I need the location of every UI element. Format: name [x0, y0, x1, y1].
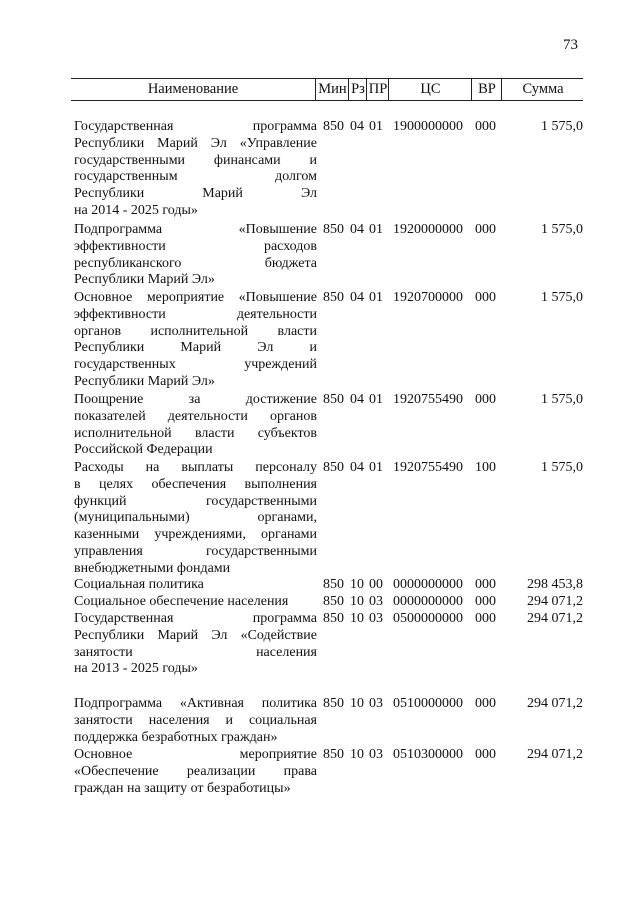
row-min: 850	[323, 747, 344, 762]
row-name-line: республиканского бюджета	[74, 255, 317, 271]
row-name-line: Социальное обеспечение населения	[74, 594, 289, 609]
row-pr: 03	[369, 747, 383, 762]
header-cs: ЦС	[388, 79, 472, 100]
row-vr: 000	[475, 222, 496, 237]
row-pr: 00	[369, 577, 383, 592]
row-pr: 01	[369, 392, 383, 407]
row-cs: 1920755490	[393, 460, 463, 475]
row-name	[74, 222, 317, 289]
row-name-line: Поощрение за достижение	[74, 392, 317, 407]
row-pr: 03	[369, 696, 383, 711]
header-pr: ПР	[366, 79, 389, 100]
row-sum: 294 071,2	[527, 696, 583, 711]
row-cs: 0000000000	[393, 577, 463, 592]
row-name-line: государственных учреждений	[74, 357, 317, 373]
header-rz: Рз	[348, 79, 367, 100]
row-sum: 294 071,2	[527, 747, 583, 762]
row-rz: 10	[350, 611, 364, 626]
row-name-line: (муниципальными) органами,	[74, 510, 317, 526]
row-cs: 0000000000	[393, 594, 463, 609]
row-name-line: Государственная программа	[74, 611, 317, 626]
row-name-line: на 2014 - 2025 годы»	[74, 202, 198, 218]
row-name-line: Подпрограмма «Повышение	[74, 222, 317, 237]
row-name	[74, 747, 317, 797]
row-min: 850	[323, 577, 344, 592]
row-name-line: на 2013 - 2025 годы»	[74, 661, 198, 677]
row-name-line: Расходы на выплаты персоналу	[74, 460, 317, 475]
row-cs: 1900000000	[393, 119, 463, 134]
row-vr: 000	[475, 594, 496, 609]
row-vr: 000	[475, 611, 496, 626]
row-sum: 298 453,8	[527, 577, 583, 592]
row-name	[74, 392, 317, 459]
row-cs: 0500000000	[393, 611, 463, 626]
row-min: 850	[323, 696, 344, 711]
row-rz: 04	[350, 290, 364, 305]
row-name-line: эффективности расходов	[74, 238, 317, 254]
header-min: Мин	[315, 79, 349, 100]
row-name-line: исполнительной власти субъектов	[74, 425, 317, 441]
row-name	[74, 460, 317, 578]
row-rz: 04	[350, 392, 364, 407]
row-name-line: государственными финансами и	[74, 152, 317, 168]
row-vr: 000	[475, 392, 496, 407]
row-pr: 03	[369, 611, 383, 626]
row-sum: 1 575,0	[541, 119, 583, 134]
row-sum: 1 575,0	[541, 460, 583, 475]
row-name-line: «Обеспечение реализации права	[74, 763, 317, 779]
row-name-line: Республики Марий Эл»	[74, 373, 215, 389]
row-min: 850	[323, 460, 344, 475]
row-sum: 1 575,0	[541, 392, 583, 407]
row-sum: 1 575,0	[541, 222, 583, 237]
row-cs: 1920700000	[393, 290, 463, 305]
row-rz: 10	[350, 577, 364, 592]
row-rz: 10	[350, 594, 364, 609]
row-pr: 01	[369, 119, 383, 134]
row-min: 850	[323, 222, 344, 237]
header-vr: ВР	[471, 79, 502, 100]
row-cs: 1920755490	[393, 392, 463, 407]
row-name-line: Республики Марий Эл и	[74, 340, 317, 356]
row-name	[74, 290, 317, 391]
row-cs: 0510300000	[393, 747, 463, 762]
row-min: 850	[323, 392, 344, 407]
row-rz: 10	[350, 747, 364, 762]
row-name-line: Республики Марий Эл»	[74, 272, 215, 288]
row-min: 850	[323, 594, 344, 609]
row-name-line: поддержка безработных граждан»	[74, 729, 278, 745]
row-name-line: в целях обеспечения выполнения	[74, 476, 317, 492]
row-rz: 04	[350, 222, 364, 237]
header-name: Наименование	[147, 81, 239, 97]
row-rz: 04	[350, 119, 364, 134]
row-name	[74, 594, 317, 611]
row-vr: 000	[475, 747, 496, 762]
row-cs: 0510000000	[393, 696, 463, 711]
header-sum: Сумма	[501, 79, 584, 100]
row-name-line: казенными учреждениями, органами	[74, 527, 317, 543]
row-name	[74, 577, 317, 594]
row-vr: 100	[475, 460, 496, 475]
row-min: 850	[323, 119, 344, 134]
row-name-line: занятости населения и социальная	[74, 712, 317, 728]
row-name-line: функций государственными	[74, 493, 317, 509]
row-min: 850	[323, 290, 344, 305]
row-name-line: Российской Федерации	[74, 442, 213, 458]
row-pr: 03	[369, 594, 383, 609]
row-vr: 000	[475, 696, 496, 711]
row-name-line: Республики Марий Эл «Управление	[74, 135, 317, 151]
page-number: 73	[563, 37, 578, 53]
row-name-line: Государственная программа	[74, 119, 317, 134]
row-pr: 01	[369, 460, 383, 475]
row-name	[74, 611, 317, 678]
row-name-line: Основное мероприятие «Повышение	[74, 290, 317, 305]
row-name-line: управления государственными	[74, 543, 317, 559]
row-name-line: граждан на защиту от безработицы»	[74, 780, 291, 796]
row-name-line: Подпрограмма «Активная политика	[74, 696, 317, 711]
row-name-line: Республики Марий Эл «Содействие	[74, 627, 317, 643]
row-vr: 000	[475, 577, 496, 592]
row-sum: 1 575,0	[541, 290, 583, 305]
row-rz: 10	[350, 696, 364, 711]
header-line-bottom	[71, 100, 583, 101]
row-name-line: государственным долгом	[74, 169, 317, 185]
row-cs: 1920000000	[393, 222, 463, 237]
row-name-line: Социальная политика	[74, 577, 204, 592]
row-pr: 01	[369, 290, 383, 305]
row-vr: 000	[475, 290, 496, 305]
row-sum: 294 071,2	[527, 594, 583, 609]
row-name	[74, 696, 317, 746]
row-name-line: внебюджетными фондами	[74, 560, 231, 576]
row-rz: 04	[350, 460, 364, 475]
row-name-line: показателей деятельности органов	[74, 408, 317, 424]
row-sum: 294 071,2	[527, 611, 583, 626]
row-name-line: органов исполнительной власти	[74, 323, 317, 339]
row-min: 850	[323, 611, 344, 626]
row-name-line: Республики Марий Эл	[74, 186, 317, 202]
row-name-line: занятости населения	[74, 644, 317, 660]
row-vr: 000	[475, 119, 496, 134]
row-pr: 01	[369, 222, 383, 237]
row-name-line: эффективности деятельности	[74, 306, 317, 322]
row-name-line: Основное мероприятие	[74, 747, 317, 762]
row-name	[74, 119, 317, 220]
